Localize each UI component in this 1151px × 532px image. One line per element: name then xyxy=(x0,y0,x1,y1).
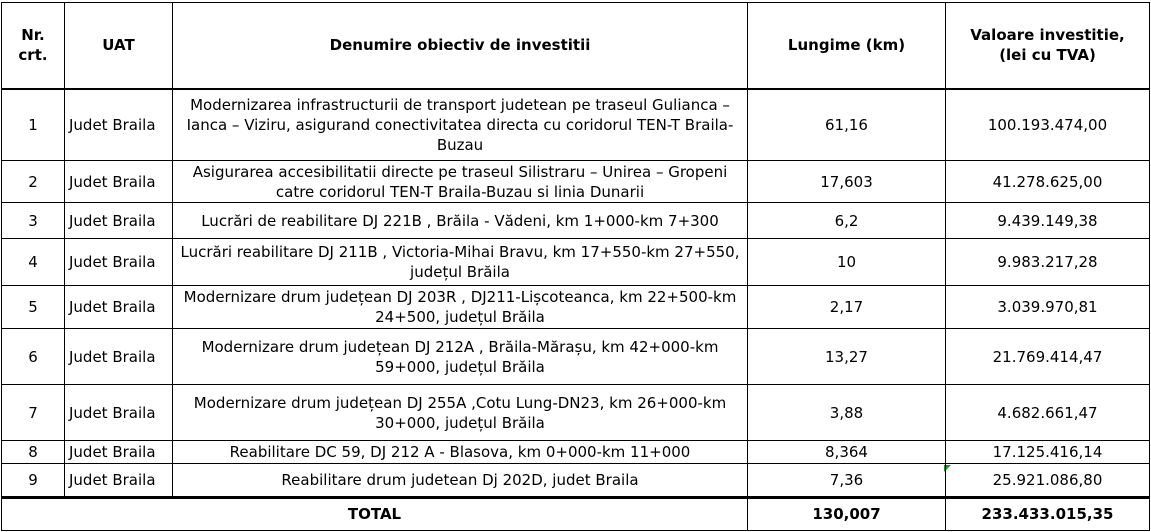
row-length: 8,364 xyxy=(748,441,946,464)
row-name: Lucrări reabilitare DJ 211B , Victoria-Mihai Bravu, km 17+550-km 27+550, județul Brăila xyxy=(173,239,748,286)
row-uat: Judet Braila xyxy=(65,89,173,161)
row-value: 4.682.661,47 xyxy=(946,385,1150,441)
row-uat: Judet Braila xyxy=(65,329,173,385)
investment-table xyxy=(1,2,1150,497)
row-nr: 5 xyxy=(2,286,65,329)
row-nr: 8 xyxy=(2,441,65,464)
table-row xyxy=(2,203,1150,239)
table-row xyxy=(2,464,1150,497)
row-name: Reabilitare drum judetean Dj 202D, judet Braila xyxy=(173,464,748,497)
row-nr: 9 xyxy=(2,464,65,497)
row-uat: Judet Braila xyxy=(65,464,173,497)
table-row xyxy=(2,385,1150,441)
row-length: 61,16 xyxy=(748,89,946,161)
total-label: TOTAL xyxy=(2,498,748,530)
row-length: 2,17 xyxy=(748,286,946,329)
row-nr: 4 xyxy=(2,239,65,286)
row-value: 41.278.625,00 xyxy=(946,161,1150,203)
row-name: Reabilitare DC 59, DJ 212 A - Blasova, km 0+000-km 11+000 xyxy=(173,441,748,464)
header-row xyxy=(2,3,1150,89)
row-uat: Judet Braila xyxy=(65,385,173,441)
total-row xyxy=(2,498,1150,530)
table-row xyxy=(2,239,1150,286)
table-row xyxy=(2,286,1150,329)
row-length: 17,603 xyxy=(748,161,946,203)
table-row xyxy=(2,441,1150,464)
row-name: Modernizare drum județean DJ 212A , Brăila-Mărașu, km 42+000-km 59+000, județul Brăila xyxy=(173,329,748,385)
table-row xyxy=(2,161,1150,203)
row-length: 13,27 xyxy=(748,329,946,385)
row-name: Modernizare drum județean DJ 203R , DJ211-Lișcoteanca, km 22+500-km 24+500, județul Brăila xyxy=(173,286,748,329)
row-name: Modernizare drum județean DJ 255A ,Cotu Lung-DN23, km 26+000-km 30+000, județul Brăila xyxy=(173,385,748,441)
row-nr: 7 xyxy=(2,385,65,441)
row-length: 7,36 xyxy=(748,464,946,497)
row-value: 3.039.970,81 xyxy=(946,286,1150,329)
row-uat: Judet Braila xyxy=(65,161,173,203)
row-nr: 3 xyxy=(2,203,65,239)
header-length: Lungime (km) xyxy=(748,3,946,89)
row-uat: Judet Braila xyxy=(65,286,173,329)
table-row xyxy=(2,329,1150,385)
row-value: 9.983.217,28 xyxy=(946,239,1150,286)
row-nr: 1 xyxy=(2,89,65,161)
row-length: 3,88 xyxy=(748,385,946,441)
row-length: 10 xyxy=(748,239,946,286)
header-nr: Nr. crt. xyxy=(2,3,65,89)
row-name: Modernizarea infrastructurii de transport judetean pe traseul Gulianca – Ianca – Viziru, asigurand conectivitatea directa cu coridorul TEN-T Braila-Buzau xyxy=(173,89,748,161)
row-uat: Judet Braila xyxy=(65,441,173,464)
header-name: Denumire obiectiv de investitii xyxy=(173,3,748,89)
table-row xyxy=(2,89,1150,161)
row-value: 25.921.086,80 xyxy=(946,464,1150,497)
row-value: 100.193.474,00 xyxy=(946,89,1150,161)
row-value: 21.769.414,47 xyxy=(946,329,1150,385)
total-table xyxy=(1,497,1150,531)
header-value: Valoare investitie, (lei cu TVA) xyxy=(946,3,1150,89)
row-uat: Judet Braila xyxy=(65,203,173,239)
header-uat: UAT xyxy=(65,3,173,89)
total-length: 130,007 xyxy=(748,498,946,530)
row-nr: 6 xyxy=(2,329,65,385)
row-name: Asigurarea accesibilitatii directe pe traseul Silistraru – Unirea – Gropeni catre coridorul TEN-T Braila-Buzau si linia Dunarii xyxy=(173,161,748,203)
row-value: 9.439.149,38 xyxy=(946,203,1150,239)
row-nr: 2 xyxy=(2,161,65,203)
row-value: 17.125.416,14 xyxy=(946,441,1150,464)
total-value: 233.433.015,35 xyxy=(946,498,1150,530)
row-length: 6,2 xyxy=(748,203,946,239)
row-uat: Judet Braila xyxy=(65,239,173,286)
row-name: Lucrări de reabilitare DJ 221B , Brăila - Vădeni, km 1+000-km 7+300 xyxy=(173,203,748,239)
